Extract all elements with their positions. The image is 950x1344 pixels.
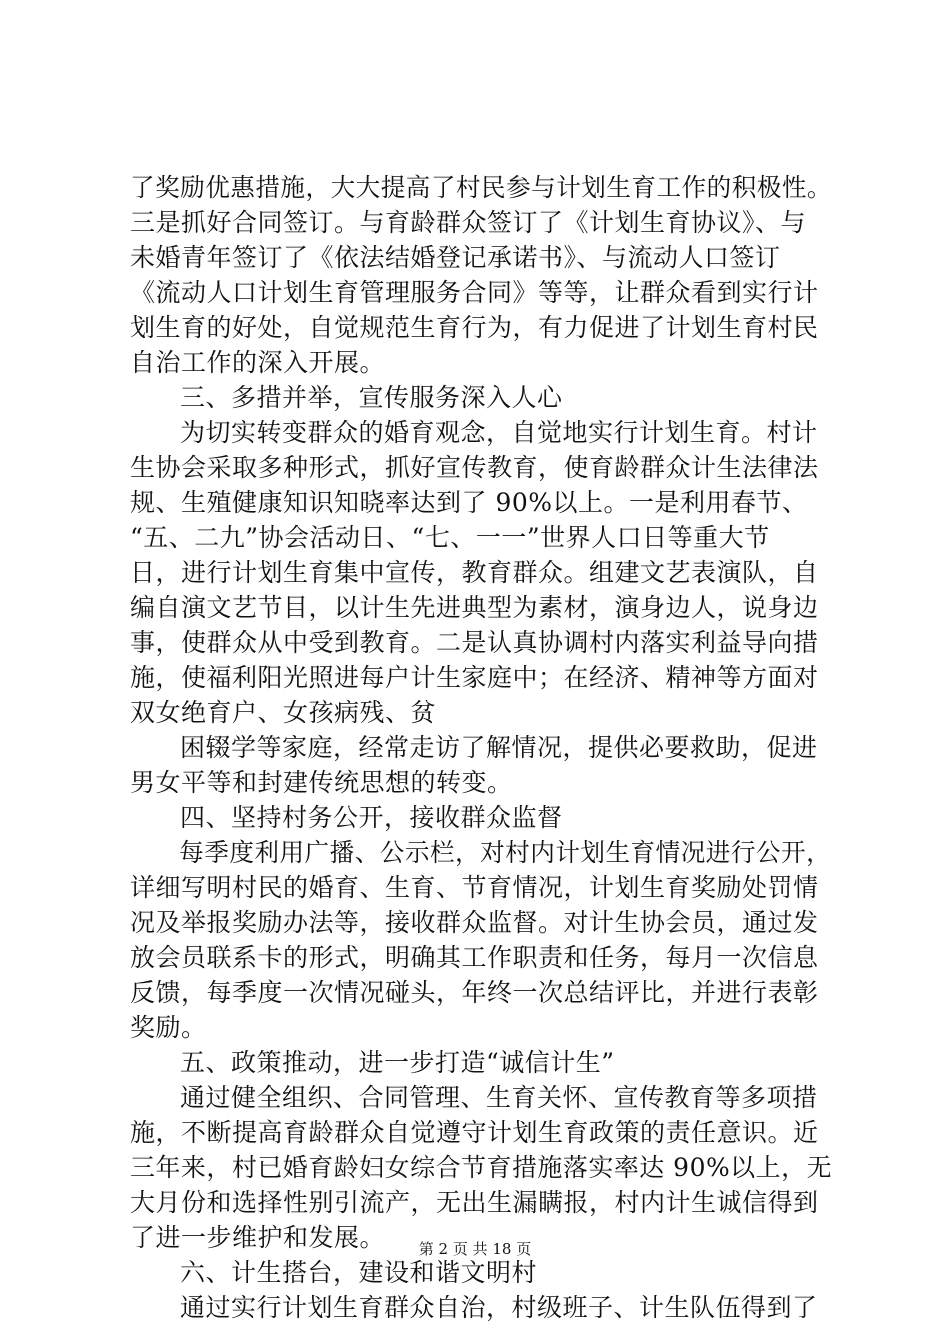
text-line: 规、生殖健康知识知晓率达到了 90%以上。一是利用春节、	[130, 488, 808, 517]
text-line: 反馈，每季度一次情况碰头，年终一次总结评比，并进行表彰	[130, 978, 819, 1007]
text-line: 六、计生搭台，建设和谐文明村	[180, 1258, 538, 1287]
text-line: 三、多措并举，宣传服务深入人心	[180, 383, 563, 412]
text-line: 施，不断提高育龄群众自觉遵守计划生育政策的责任意识。近	[130, 1118, 819, 1147]
text-line: 通过健全组织、合同管理、生育关怀、宣传教育等多项措	[180, 1083, 818, 1112]
text-line: 放会员联系卡的形式，明确其工作职责和任务，每月一次信息	[130, 943, 819, 972]
text-line: 详细写明村民的婚育、生育、节育情况，计划生育奖励处罚情	[130, 873, 819, 902]
text-line: 《流动人口计划生育管理服务合同》等等，让群众看到实行计	[130, 278, 819, 307]
text-line: 了奖励优惠措施，大大提高了村民参与计划生育工作的积极性。	[130, 173, 833, 202]
text-line: “五、二九”协会活动日、“七、一一”世界人口日等重大节	[130, 523, 770, 552]
text-line: 自治工作的深入开展。	[130, 348, 386, 377]
text-line: 划生育的好处，自觉规范生育行为，有力促进了计划生育村民	[130, 313, 819, 342]
text-line: 五、政策推动，进一步打造“诚信计生”	[180, 1048, 615, 1077]
body-text	[130, 170, 832, 1325]
text-line: 通过实行计划生育群众自治，村级班子、计生队伍得到了	[180, 1293, 818, 1322]
text-line: 况及举报奖励办法等，接收群众监督。对计生协会员，通过发	[130, 908, 819, 937]
text-line: 事，使群众从中受到教育。二是认真协调村内落实利益导向措	[130, 628, 819, 657]
text-line: 生协会采取多种形式，抓好宣传教育，使育龄群众计生法律法	[130, 453, 819, 482]
text-line: 日，进行计划生育集中宣传，教育群众。组建文艺表演队，自	[130, 558, 819, 587]
page-footer: 第 2 页 共 18 页	[418, 1240, 532, 1258]
text-line: 奖励。	[130, 1013, 207, 1042]
text-line: 未婚青年签订了《依法结婚登记承诺书》、与流动人口签订	[130, 243, 781, 272]
text-line: 为切实转变群众的婚育观念，自觉地实行计划生育。村计	[180, 418, 818, 447]
text-line: 施，使福利阳光照进每户计生家庭中；在经济、精神等方面对	[130, 663, 819, 692]
text-line: 四、坚持村务公开，接收群众监督	[180, 803, 563, 832]
text-line: 每季度利用广播、公示栏，对村内计划生育情况进行公开，	[179, 838, 832, 867]
text-line: 编自演文艺节目，以计生先进典型为素材，演身边人，说身边	[130, 593, 819, 622]
text-line: 了进一步维护和发展。	[130, 1223, 386, 1252]
text-line: 三年来，村已婚育龄妇女综合节育措施落实率达 90%以上，无	[130, 1153, 833, 1182]
text-line: 男女平等和封建传统思想的转变。	[130, 768, 513, 797]
text-line: 大月份和选择性别引流产，无出生漏瞒报，村内计生诚信得到	[130, 1188, 819, 1217]
text-line: 困辍学等家庭，经常走访了解情况，提供必要救助，促进	[180, 733, 818, 762]
text-line: 双女绝育户、女孩病残、贫	[130, 698, 437, 727]
text-line: 三是抓好合同签订。与育龄群众签订了《计划生育协议》、与	[130, 208, 807, 237]
